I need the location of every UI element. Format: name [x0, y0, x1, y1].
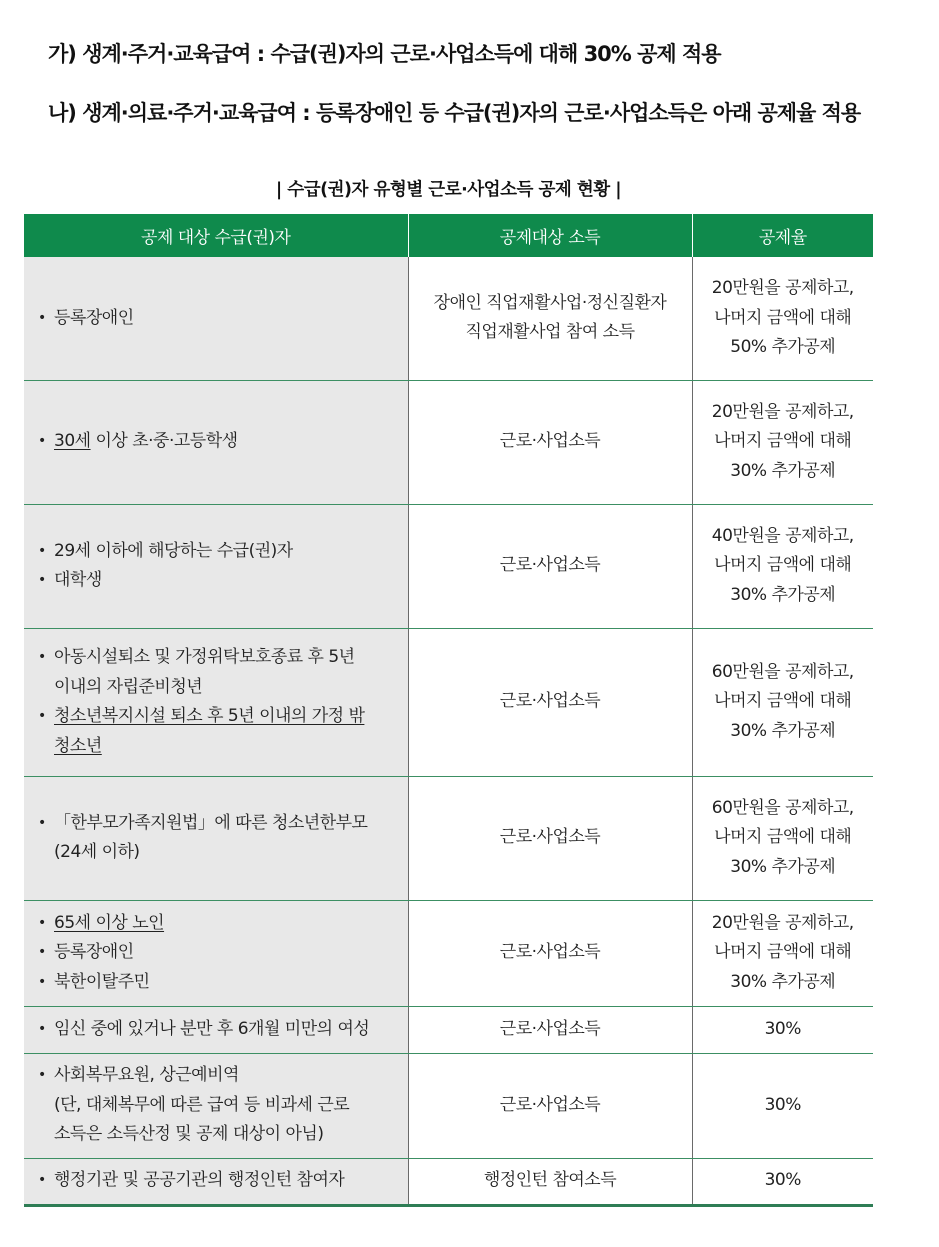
target-item: • 「한부모가족지원법」에 따른 청소년한부모: [38, 809, 400, 839]
income-cell: 근로·사업소득: [408, 380, 692, 504]
table-row: [24, 1158, 873, 1205]
target-item: • 사회복무요원, 상근예비역: [38, 1061, 400, 1091]
target-item-continued: 이내의 자립준비청년: [54, 676, 203, 697]
target-cell: [24, 1158, 408, 1205]
rate-cell: 40만원을 공제하고, 나머지 금액에 대해 30% 추가공제: [692, 504, 873, 628]
rate-cell: 60만원을 공제하고, 나머지 금액에 대해 30% 추가공제: [692, 628, 873, 776]
header-income: 공제대상 소득: [408, 214, 692, 257]
rate-cell: 20만원을 공제하고, 나머지 금액에 대해 30% 추가공제: [692, 380, 873, 504]
target-item: • 30세 이상 초·중·고등학생: [38, 427, 400, 457]
target-item-continued: (24세 이하): [54, 842, 140, 862]
intro-line-a: 가) 생계·주거·교육급여 : 수급(권)자의 근로·사업소득에 대해 30% 공제 적용: [48, 42, 721, 66]
income-cell: 장애인 직업재활사업·정신질환자 직업재활사업 참여 소득: [408, 257, 692, 380]
income-cell: 근로·사업소득: [408, 776, 692, 900]
table-row: [24, 776, 873, 900]
target-item: • 청소년복지시설 퇴소 후 5년 이내의 가정 밖: [38, 702, 400, 732]
table-row: [24, 1053, 873, 1158]
target-item: • 등록장애인: [38, 938, 400, 968]
target-cell: [24, 628, 408, 776]
target-item: • 65세 이상 노인: [38, 909, 400, 939]
target-item: • 대학생: [38, 566, 400, 596]
target-item: • 행정기관 및 공공기관의 행정인턴 참여자: [38, 1166, 400, 1196]
target-cell: [24, 1006, 408, 1053]
income-cell: 근로·사업소득: [408, 628, 692, 776]
target-item: • 등록장애인: [38, 304, 400, 334]
table-row: [24, 1006, 873, 1053]
table-row: [24, 504, 873, 628]
table-row: [24, 628, 873, 776]
rate-cell: 20만원을 공제하고, 나머지 금액에 대해 30% 추가공제: [692, 900, 873, 1006]
header-target: 공제 대상 수급(권)자: [24, 214, 408, 257]
income-cell: 근로·사업소득: [408, 900, 692, 1006]
target-cell: [24, 1053, 408, 1158]
target-item: • 29세 이하에 해당하는 수급(권)자: [38, 537, 400, 567]
target-cell: [24, 776, 408, 900]
target-item-continued: 소득은 소득산정 및 공제 대상이 아님): [54, 1124, 324, 1145]
income-cell: 근로·사업소득: [408, 1053, 692, 1158]
target-item: • 임신 중에 있거나 분만 후 6개월 미만의 여성: [38, 1015, 400, 1045]
target-item: • 아동시설퇴소 및 가정위탁보호종료 후 5년: [38, 643, 400, 673]
table-row: [24, 900, 873, 1006]
target-item-continued: (단, 대체복무에 따른 급여 등 비과세 근로: [54, 1094, 350, 1115]
income-cell: 행정인턴 참여소득: [408, 1158, 692, 1205]
rate-cell: 30%: [692, 1053, 873, 1158]
income-cell: 근로·사업소득: [408, 504, 692, 628]
target-cell: [24, 504, 408, 628]
target-cell: [24, 380, 408, 504]
rate-cell: 20만원을 공제하고, 나머지 금액에 대해 50% 추가공제: [692, 257, 873, 380]
target-cell: [24, 900, 408, 1006]
table-row: [24, 380, 873, 504]
rate-cell: 30%: [692, 1158, 873, 1205]
rate-cell: 30%: [692, 1006, 873, 1053]
deduction-table: [24, 214, 873, 1207]
target-item-continued: 청소년: [54, 735, 102, 756]
target-cell: [24, 257, 408, 380]
target-item: • 북한이탈주민: [38, 968, 400, 998]
table-caption: | 수급(권)자 유형별 근로·사업소득 공제 현황 |: [275, 180, 622, 200]
intro-line-b: 나) 생계·의료·주거·교육급여 : 등록장애인 등 수급(권)자의 근로·사업소득은 아래 공제율 적용: [48, 101, 861, 125]
header-rate: 공제율: [692, 214, 873, 257]
table-row: [24, 257, 873, 380]
income-cell: 근로·사업소득: [408, 1006, 692, 1053]
rate-cell: 60만원을 공제하고, 나머지 금액에 대해 30% 추가공제: [692, 776, 873, 900]
table-header-row: [24, 214, 873, 257]
